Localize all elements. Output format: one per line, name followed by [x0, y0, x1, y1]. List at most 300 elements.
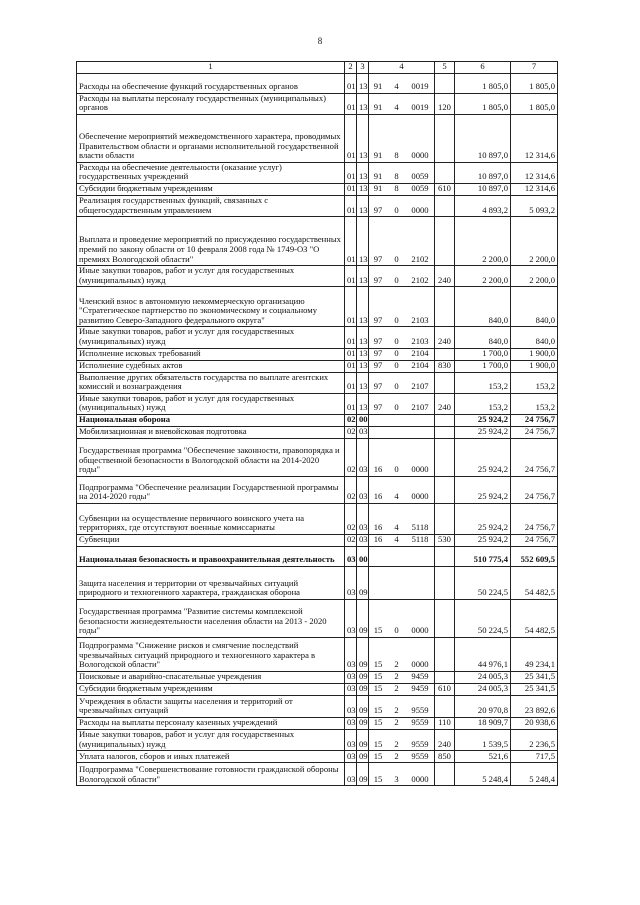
amount-year-1: 1 539,5	[455, 729, 511, 750]
section-code: 01	[345, 73, 357, 93]
amount-year-1: 25 924,2	[455, 476, 511, 503]
amount-year-2: 5 093,2	[511, 195, 558, 216]
subsection-code: 09	[357, 599, 369, 637]
amount-year-2: 2 236,5	[511, 729, 558, 750]
amount-year-1: 840,0	[455, 327, 511, 348]
table-row	[77, 73, 558, 93]
target-article-part: 15	[373, 659, 383, 670]
target-article-part: 9559	[411, 738, 429, 749]
target-article-part: 5118	[411, 534, 429, 545]
subsection-code: 03	[357, 534, 369, 546]
target-article-code	[369, 683, 435, 695]
target-article-part: 9459	[411, 671, 429, 682]
subsection-code: 09	[357, 717, 369, 729]
target-article-part: 2107	[411, 381, 429, 392]
row-name: Реализация государственных функций, связанных с общегосударственным управлением	[77, 195, 345, 216]
expense-type-code	[435, 348, 455, 360]
target-article-part: 0000	[411, 150, 429, 161]
amount-year-1: 25 924,2	[455, 534, 511, 546]
section-code: 01	[345, 93, 357, 114]
subsection-code: 09	[357, 683, 369, 695]
amount-year-2: 12 314,6	[511, 114, 558, 162]
target-article-code	[369, 566, 435, 599]
target-article-part: 2	[394, 750, 399, 761]
target-article-part: 2	[394, 705, 399, 716]
target-article-code	[369, 372, 435, 393]
section-code: 01	[345, 287, 357, 327]
target-article-code	[369, 195, 435, 216]
target-article-part: 97	[373, 314, 383, 325]
amount-year-2: 12 314,6	[511, 183, 558, 195]
section-code: 01	[345, 348, 357, 360]
table-row	[77, 476, 558, 503]
target-article-part: 9559	[411, 717, 429, 728]
target-article-part: 2104	[411, 360, 429, 370]
amount-year-1: 2 200,0	[455, 266, 511, 287]
expense-type-code: 240	[435, 266, 455, 287]
amount-year-2: 552 609,5	[511, 546, 558, 566]
table-row	[77, 266, 558, 287]
target-article-code	[369, 114, 435, 162]
expense-type-code: 240	[435, 327, 455, 348]
subsection-code: 13	[357, 372, 369, 393]
expense-type-code	[435, 671, 455, 683]
target-article-part: 0	[394, 464, 399, 475]
row-name: Государственная программа "Развитие системы комплексной безопасности жизнедеятельности населения области на 2013 - 2020 годы"	[77, 599, 345, 637]
target-article-part: 0	[394, 625, 399, 636]
expense-type-code	[435, 566, 455, 599]
section-code: 01	[345, 327, 357, 348]
table-row	[77, 599, 558, 637]
subsection-code: 03	[357, 476, 369, 503]
row-name: Подпрограмма "Снижение рисков и смягчение последствий чрезвычайных ситуаций природного и техногенного характера в Вологодской области"	[77, 637, 345, 671]
expense-type-code: 120	[435, 93, 455, 114]
target-article-part: 2103	[411, 335, 429, 346]
expense-type-code	[435, 637, 455, 671]
amount-year-1: 18 909,7	[455, 717, 511, 729]
target-article-part: 4	[394, 491, 399, 502]
section-code: 01	[345, 393, 357, 414]
target-article-part: 8	[394, 150, 399, 161]
target-article-part: 2107	[411, 402, 429, 413]
amount-year-2: 24 756,7	[511, 476, 558, 503]
amount-year-2: 1 900,0	[511, 348, 558, 360]
section-code: 01	[345, 360, 357, 372]
section-code: 03	[345, 717, 357, 729]
row-name: Расходы на выплаты персоналу государственных (муниципальных) органов	[77, 93, 345, 114]
amount-year-1: 10 897,0	[455, 162, 511, 183]
target-article-part: 97	[373, 381, 383, 392]
target-article-part: 0	[394, 402, 399, 413]
expense-type-code	[435, 599, 455, 637]
table-row	[77, 534, 558, 546]
row-name: Членский взнос в автономную некоммерческую организацию "Стратегическое партнерство по экономическому и социальному развитию Северо-Западного федерального округа"	[77, 287, 345, 327]
table-header-row	[77, 62, 558, 74]
section-code: 03	[345, 637, 357, 671]
subsection-code: 13	[357, 73, 369, 93]
amount-year-1: 1 805,0	[455, 93, 511, 114]
subsection-code: 03	[357, 438, 369, 476]
row-name: Субсидии бюджетным учреждениям	[77, 683, 345, 695]
amount-year-1: 10 897,0	[455, 114, 511, 162]
expense-type-code	[435, 217, 455, 266]
amount-year-1: 4 893,2	[455, 195, 511, 216]
subsection-code: 13	[357, 393, 369, 414]
header-cell: 7	[511, 62, 558, 74]
amount-year-1: 25 924,2	[455, 414, 511, 426]
table-row	[77, 414, 558, 426]
header-cell: 2	[345, 62, 357, 74]
budget-table	[76, 61, 558, 786]
target-article-part: 0000	[411, 659, 429, 670]
target-article-part: 2103	[411, 314, 429, 325]
table-row	[77, 114, 558, 162]
target-article-code	[369, 599, 435, 637]
table-row	[77, 671, 558, 683]
row-name: Поисковые и аварийно-спасательные учреждения	[77, 671, 345, 683]
table-row	[77, 426, 558, 438]
amount-year-1: 840,0	[455, 287, 511, 327]
target-article-code	[369, 360, 435, 372]
amount-year-1: 10 897,0	[455, 183, 511, 195]
row-name: Национальная безопасность и правоохранительная деятельность	[77, 546, 345, 566]
table-row	[77, 503, 558, 534]
target-article-part: 0	[394, 381, 399, 392]
target-article-part: 15	[373, 750, 383, 761]
amount-year-1: 25 924,2	[455, 503, 511, 534]
section-code: 03	[345, 751, 357, 763]
expense-type-code	[435, 287, 455, 327]
table-row	[77, 162, 558, 183]
target-article-part: 91	[373, 102, 383, 113]
row-name: Национальная оборона	[77, 414, 345, 426]
amount-year-2: 24 756,7	[511, 534, 558, 546]
amount-year-2: 25 341,5	[511, 683, 558, 695]
section-code: 01	[345, 162, 357, 183]
table-row	[77, 438, 558, 476]
section-code: 03	[345, 683, 357, 695]
target-article-part: 2	[394, 671, 399, 682]
target-article-part: 4	[394, 534, 399, 545]
amount-year-2: 49 234,1	[511, 637, 558, 671]
target-article-part: 97	[373, 204, 383, 215]
amount-year-2: 5 248,4	[511, 763, 558, 786]
subsection-code: 09	[357, 637, 369, 671]
section-code: 02	[345, 503, 357, 534]
target-article-code	[369, 414, 435, 426]
expense-type-code: 610	[435, 183, 455, 195]
target-article-part: 0000	[411, 773, 429, 784]
target-article-part: 0	[394, 274, 399, 285]
header-cell: 4	[369, 62, 435, 74]
target-article-code	[369, 695, 435, 717]
target-article-code	[369, 503, 435, 534]
header-cell: 3	[357, 62, 369, 74]
amount-year-2: 153,2	[511, 393, 558, 414]
row-name: Исполнение судебных актов	[77, 360, 345, 372]
target-article-code	[369, 546, 435, 566]
target-article-part: 2	[394, 659, 399, 670]
subsection-code: 00	[357, 546, 369, 566]
table-row	[77, 183, 558, 195]
target-article-part: 97	[373, 274, 383, 285]
amount-year-1: 1 700,0	[455, 360, 511, 372]
table-row	[77, 195, 558, 216]
subsection-code: 03	[357, 503, 369, 534]
section-code: 01	[345, 195, 357, 216]
section-code: 03	[345, 695, 357, 717]
amount-year-1: 44 976,1	[455, 637, 511, 671]
target-article-part: 0	[394, 360, 399, 370]
amount-year-1: 25 924,2	[455, 438, 511, 476]
section-code: 03	[345, 599, 357, 637]
row-name: Выплата и проведение мероприятий по присуждению государственных премий по закону области от 10 февраля 2008 года № 1749-ОЗ "О премиях Вологодской области"	[77, 217, 345, 266]
target-article-part: 0059	[411, 183, 429, 194]
target-article-part: 2102	[411, 253, 429, 264]
target-article-part: 5118	[411, 522, 429, 533]
row-name: Учреждения в области защиты населения и территорий от чрезвычайных ситуаций	[77, 695, 345, 717]
target-article-part: 9459	[411, 683, 429, 694]
header-cell: 5	[435, 62, 455, 74]
amount-year-1: 25 924,2	[455, 426, 511, 438]
target-article-part: 0019	[411, 102, 429, 113]
target-article-part: 2	[394, 683, 399, 694]
subsection-code: 13	[357, 360, 369, 372]
target-article-code	[369, 93, 435, 114]
section-code: 02	[345, 438, 357, 476]
row-name: Иные закупки товаров, работ и услуг для государственных (муниципальных) нужд	[77, 266, 345, 287]
target-article-code	[369, 348, 435, 360]
row-name: Субсидии бюджетным учреждениям	[77, 183, 345, 195]
row-name: Защита населения и территории от чрезвычайных ситуаций природного и техногенного характера, гражданская оборона	[77, 566, 345, 599]
target-article-part: 0	[394, 204, 399, 215]
amount-year-2: 24 756,7	[511, 438, 558, 476]
subsection-code: 09	[357, 566, 369, 599]
subsection-code: 00	[357, 414, 369, 426]
target-article-code	[369, 426, 435, 438]
target-article-part: 15	[373, 773, 383, 784]
target-article-code	[369, 637, 435, 671]
target-article-part: 91	[373, 171, 383, 182]
amount-year-2: 840,0	[511, 327, 558, 348]
amount-year-2: 54 482,5	[511, 599, 558, 637]
target-article-part: 0000	[411, 491, 429, 502]
target-article-part: 97	[373, 402, 383, 413]
target-article-code	[369, 73, 435, 93]
header-cell: 6	[455, 62, 511, 74]
amount-year-1: 510 775,4	[455, 546, 511, 566]
expense-type-code: 850	[435, 751, 455, 763]
target-article-code	[369, 266, 435, 287]
target-article-part: 9559	[411, 705, 429, 716]
row-name: Расходы на обеспечение функций государственных органов	[77, 73, 345, 93]
target-article-part: 15	[373, 671, 383, 682]
target-article-part: 91	[373, 81, 383, 91]
subsection-code: 09	[357, 729, 369, 750]
amount-year-2: 23 892,6	[511, 695, 558, 717]
amount-year-2: 12 314,6	[511, 162, 558, 183]
section-code: 02	[345, 426, 357, 438]
row-name: Уплата налогов, сборов и иных платежей	[77, 751, 345, 763]
table-row	[77, 393, 558, 414]
expense-type-code	[435, 372, 455, 393]
amount-year-2: 1 805,0	[511, 73, 558, 93]
section-code: 02	[345, 414, 357, 426]
table-row	[77, 683, 558, 695]
target-article-code	[369, 287, 435, 327]
target-article-part: 97	[373, 253, 383, 264]
section-code: 03	[345, 546, 357, 566]
section-code: 01	[345, 372, 357, 393]
table-row	[77, 93, 558, 114]
expense-type-code	[435, 438, 455, 476]
expense-type-code	[435, 414, 455, 426]
expense-type-code	[435, 195, 455, 216]
target-article-code	[369, 393, 435, 414]
target-article-part: 16	[373, 534, 383, 545]
target-article-part: 91	[373, 150, 383, 161]
table-row	[77, 637, 558, 671]
subsection-code: 09	[357, 671, 369, 683]
target-article-code	[369, 717, 435, 729]
target-article-part: 4	[394, 522, 399, 533]
target-article-part: 97	[373, 335, 383, 346]
expense-type-code	[435, 546, 455, 566]
subsection-code: 13	[357, 327, 369, 348]
expense-type-code	[435, 695, 455, 717]
target-article-code	[369, 217, 435, 266]
expense-type-code: 110	[435, 717, 455, 729]
target-article-part: 91	[373, 183, 383, 194]
target-article-code	[369, 162, 435, 183]
amount-year-1: 1 700,0	[455, 348, 511, 360]
expense-type-code	[435, 73, 455, 93]
amount-year-1: 2 200,0	[455, 217, 511, 266]
table-row	[77, 751, 558, 763]
table-row	[77, 348, 558, 360]
table-row	[77, 287, 558, 327]
subsection-code: 13	[357, 287, 369, 327]
amount-year-2: 1 900,0	[511, 360, 558, 372]
target-article-part: 2	[394, 717, 399, 728]
subsection-code: 13	[357, 183, 369, 195]
row-name: Иные закупки товаров, работ и услуг для государственных (муниципальных) нужд	[77, 327, 345, 348]
expense-type-code	[435, 114, 455, 162]
amount-year-2: 2 200,0	[511, 266, 558, 287]
section-code: 01	[345, 266, 357, 287]
amount-year-1: 50 224,5	[455, 599, 511, 637]
target-article-part: 0	[394, 314, 399, 325]
expense-type-code	[435, 503, 455, 534]
target-article-part: 4	[394, 102, 399, 113]
expense-type-code	[435, 426, 455, 438]
target-article-part: 15	[373, 625, 383, 636]
target-article-part: 9559	[411, 750, 429, 761]
table-row	[77, 566, 558, 599]
target-article-part: 0	[394, 253, 399, 264]
expense-type-code	[435, 763, 455, 786]
target-article-part: 15	[373, 738, 383, 749]
amount-year-1: 24 005,3	[455, 683, 511, 695]
target-article-code	[369, 751, 435, 763]
amount-year-2: 25 341,5	[511, 671, 558, 683]
section-code: 01	[345, 114, 357, 162]
subsection-code: 13	[357, 162, 369, 183]
subsection-code: 09	[357, 751, 369, 763]
target-article-part: 8	[394, 171, 399, 182]
subsection-code: 13	[357, 195, 369, 216]
target-article-part: 0019	[411, 81, 429, 91]
target-article-part: 15	[373, 705, 383, 716]
target-article-part: 0000	[411, 625, 429, 636]
target-article-part: 16	[373, 491, 383, 502]
subsection-code: 13	[357, 114, 369, 162]
subsection-code: 13	[357, 217, 369, 266]
row-name: Расходы на обеспечение деятельности (оказание услуг) государственных учреждений	[77, 162, 345, 183]
target-article-code	[369, 438, 435, 476]
row-name: Подпрограмма "Совершенствование готовности гражданской обороны Вологодской области"	[77, 763, 345, 786]
target-article-part: 97	[373, 360, 383, 370]
amount-year-2: 717,5	[511, 751, 558, 763]
target-article-code	[369, 534, 435, 546]
table-row	[77, 695, 558, 717]
row-name: Мобилизационная и вневойсковая подготовка	[77, 426, 345, 438]
expense-type-code: 830	[435, 360, 455, 372]
table-row	[77, 217, 558, 266]
expense-type-code	[435, 476, 455, 503]
subsection-code: 13	[357, 93, 369, 114]
target-article-part: 2	[394, 738, 399, 749]
expense-type-code: 530	[435, 534, 455, 546]
section-code: 02	[345, 534, 357, 546]
table-row	[77, 372, 558, 393]
target-article-part: 0059	[411, 171, 429, 182]
target-article-part: 2104	[411, 348, 429, 358]
table-row	[77, 360, 558, 372]
amount-year-2: 24 756,7	[511, 426, 558, 438]
amount-year-2: 54 482,5	[511, 566, 558, 599]
amount-year-2: 840,0	[511, 287, 558, 327]
subsection-code: 13	[357, 266, 369, 287]
table-row	[77, 546, 558, 566]
target-article-part: 4	[394, 81, 399, 91]
target-article-part: 16	[373, 522, 383, 533]
amount-year-2: 153,2	[511, 372, 558, 393]
target-article-part: 15	[373, 717, 383, 728]
target-article-part: 2102	[411, 274, 429, 285]
target-article-part: 0000	[411, 464, 429, 475]
section-code: 03	[345, 763, 357, 786]
header-cell: 1	[77, 62, 345, 74]
table-row	[77, 717, 558, 729]
row-name: Исполнение исковых требований	[77, 348, 345, 360]
amount-year-1: 5 248,4	[455, 763, 511, 786]
target-article-part: 8	[394, 183, 399, 194]
target-article-part: 0	[394, 348, 399, 358]
row-name: Субвенции	[77, 534, 345, 546]
target-article-part: 0	[394, 335, 399, 346]
amount-year-1: 24 005,3	[455, 671, 511, 683]
section-code: 02	[345, 476, 357, 503]
target-article-part: 0000	[411, 204, 429, 215]
amount-year-1: 521,6	[455, 751, 511, 763]
row-name: Обеспечение мероприятий межведомственного характера, проводимых Правительством области и органами исполнительной государственной власти области	[77, 114, 345, 162]
row-name: Расходы на выплаты персоналу казенных учреждений	[77, 717, 345, 729]
row-name: Иные закупки товаров, работ и услуг для государственных (муниципальных) нужд	[77, 393, 345, 414]
subsection-code: 13	[357, 348, 369, 360]
expense-type-code: 240	[435, 393, 455, 414]
row-name: Иные закупки товаров, работ и услуг для государственных (муниципальных) нужд	[77, 729, 345, 750]
